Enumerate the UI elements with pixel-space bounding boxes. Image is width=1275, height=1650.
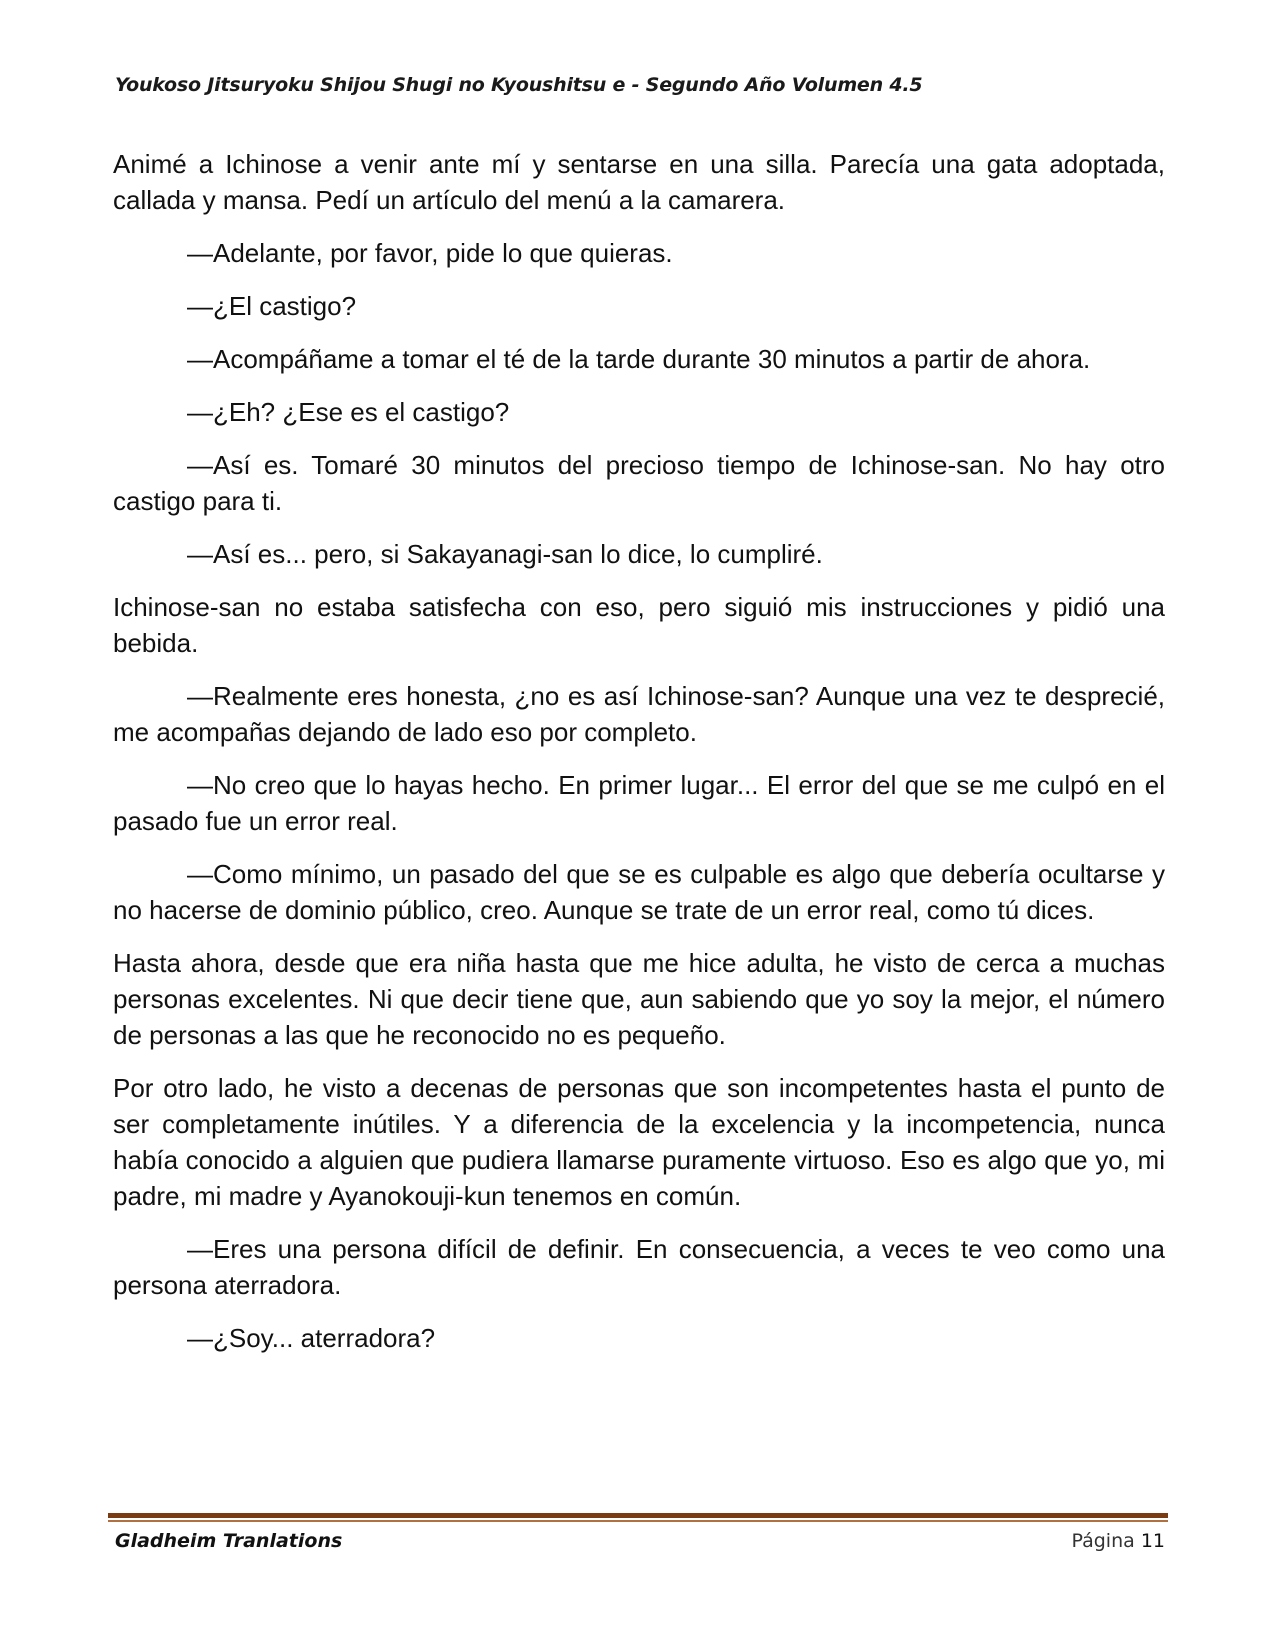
footer-divider	[108, 1513, 1168, 1518]
running-header: Youkoso Jitsuryoku Shijou Shugi no Kyoushitsu e - Segundo Año Volumen 4.5	[115, 74, 923, 96]
dialogue-line: —Eres una persona difícil de definir. En consecuencia, a veces te veo como una persona aterradora.	[113, 1234, 1165, 1300]
dialogue-line: —¿Soy... aterradora?	[187, 1323, 436, 1353]
dialogue-line: —Realmente eres honesta, ¿no es así Ichinose-san? Aunque una vez te desprecié, me acompañas dejando de lado eso por completo.	[113, 681, 1165, 747]
page-label: Página	[1071, 1530, 1135, 1552]
footer-credit: Gladheim Tranlations	[115, 1530, 343, 1552]
page-number-value: 11	[1140, 1530, 1165, 1552]
dialogue-line: —¿Eh? ¿Ese es el castigo?	[187, 397, 510, 427]
dialogue-line: —Como mínimo, un pasado del que se es culpable es algo que debería ocultarse y no hacerse de dominio público, creo. Aunque se trate de un error real, como tú dices.	[113, 859, 1165, 925]
paragraph: Por otro lado, he visto a decenas de personas que son incompetentes hasta el punto de ser completamente inútiles. Y a diferencia de la excelencia y la incompetencia, nunca había conocido a alguien que pudiera llamarse puramente virtuoso. Eso es algo que yo, mi padre, mi madre y Ayanokouji-kun tenemos en común.	[113, 1073, 1165, 1211]
body-text	[113, 146, 1165, 1373]
dialogue-line: —Así es... pero, si Sakayanagi-san lo dice, lo cumpliré.	[187, 539, 823, 569]
paragraph: Hasta ahora, desde que era niña hasta que me hice adulta, he visto de cerca a muchas personas excelentes. Ni que decir tiene que, aun sabiendo que yo soy la mejor, el número de personas a las que he reconocido no es pequeño.	[113, 948, 1165, 1050]
dialogue-line: —¿El castigo?	[187, 291, 357, 321]
dialogue-line: —Así es. Tomaré 30 minutos del precioso tiempo de Ichinose-san. No hay otro castigo para ti.	[113, 450, 1165, 516]
paragraph: Ichinose-san no estaba satisfecha con eso, pero siguió mis instrucciones y pidió una bebida.	[113, 592, 1165, 658]
page-number	[1071, 1530, 1165, 1552]
dialogue-line: —No creo que lo hayas hecho. En primer lugar... El error del que se me culpó en el pasado fue un error real.	[113, 770, 1165, 836]
dialogue-line: —Adelante, por favor, pide lo que quieras.	[187, 238, 673, 268]
dialogue-line: —Acompáñame a tomar el té de la tarde durante 30 minutos a partir de ahora.	[187, 344, 1091, 374]
footer-divider-thin	[108, 1520, 1168, 1522]
paragraph: Animé a Ichinose a venir ante mí y sentarse en una silla. Parecía una gata adoptada, callada y mansa. Pedí un artículo del menú a la camarera.	[113, 149, 1165, 215]
